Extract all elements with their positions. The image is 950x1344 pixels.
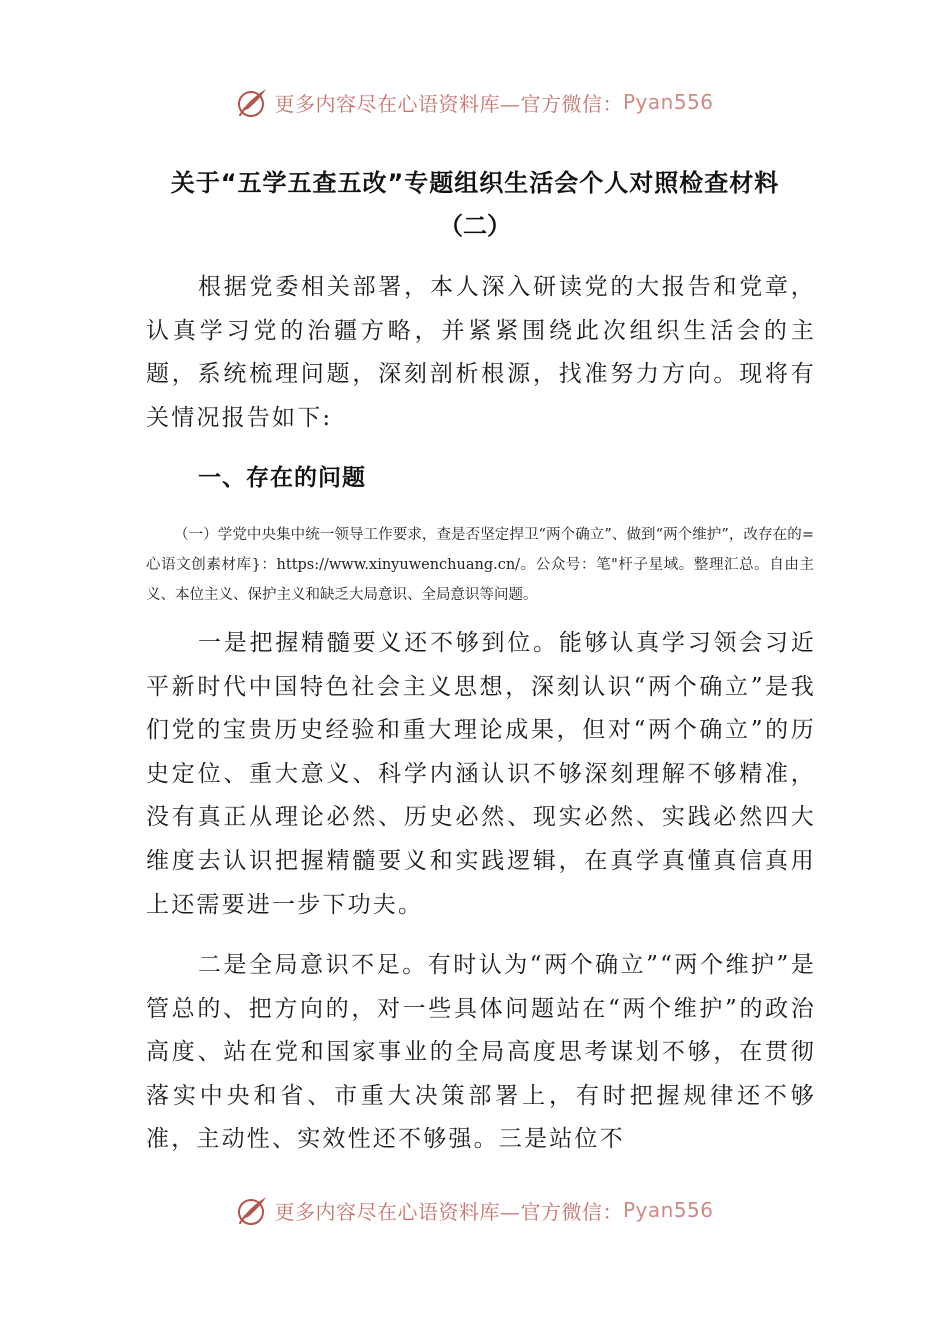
banner-text: 更多内容尽在心语资料库—官方微信： <box>274 1199 623 1224</box>
section-heading: 一、存在的问题 <box>198 465 366 491</box>
footer-banner <box>0 1190 950 1230</box>
subsection-paragraph: （一）学党中央集中统一领导工作要求，查是否坚定捍卫“两个确立”、做到“两个维护”，改存在的=心语文创素材库}：https://www.xinyuwenchuang.cn/。公众号：笔"杆子星域。整理汇总。自由主义、本位主义、保护主义和缺乏大局意识、全局意识等问题。 <box>146 527 814 603</box>
header-banner <box>0 82 950 122</box>
point-two-paragraph: 二是全局意识不足。有时认为“两个确立”“两个维护”是管总的、把方向的，对一些具体问题站在“两个维护”的政治高度、站在党和国家事业的全局高度思考谋划不够，在贯彻落实中央和省、市重大决策部署上，有时把握规律还不够准，主动性、实效性还不够强。三是站位不 <box>146 952 816 1153</box>
document-title-number: （二） <box>439 212 511 240</box>
point-one-paragraph: 一是把握精髓要义还不够到位。能够认真学习领会习近平新时代中国特色社会主义思想，深刻认识“两个确立”是我们党的宝贵历史经验和重大理论成果，但对“两个确立”的历史定位、重大意义、科学内涵认识不够深刻理解不够精准，没有真正从理论必然、历史必然、现实必然、实践必然四大维度去认识把握精髓要义和实践逻辑，在真学真懂真信真用上还需要进一步下功夫。 <box>146 630 816 918</box>
quill-logo-icon <box>236 1193 270 1227</box>
banner-wechat-id: Pyan556 <box>622 1198 714 1222</box>
banner-wechat-id: Pyan556 <box>622 90 714 114</box>
banner-text: 更多内容尽在心语资料库—官方微信： <box>274 91 623 116</box>
quill-logo-icon <box>236 85 270 119</box>
document-title: 关于“五学五查五改”专题组织生活会个人对照检查材料 <box>170 169 780 197</box>
intro-paragraph: 根据党委相关部署，本人深入研读党的大报告和党章，认真学习党的治疆方略，并紧紧围绕此次组织生活会的主题，系统梳理问题，深刻剖析根源，找准努力方向。现将有关情况报告如下: <box>146 274 816 431</box>
